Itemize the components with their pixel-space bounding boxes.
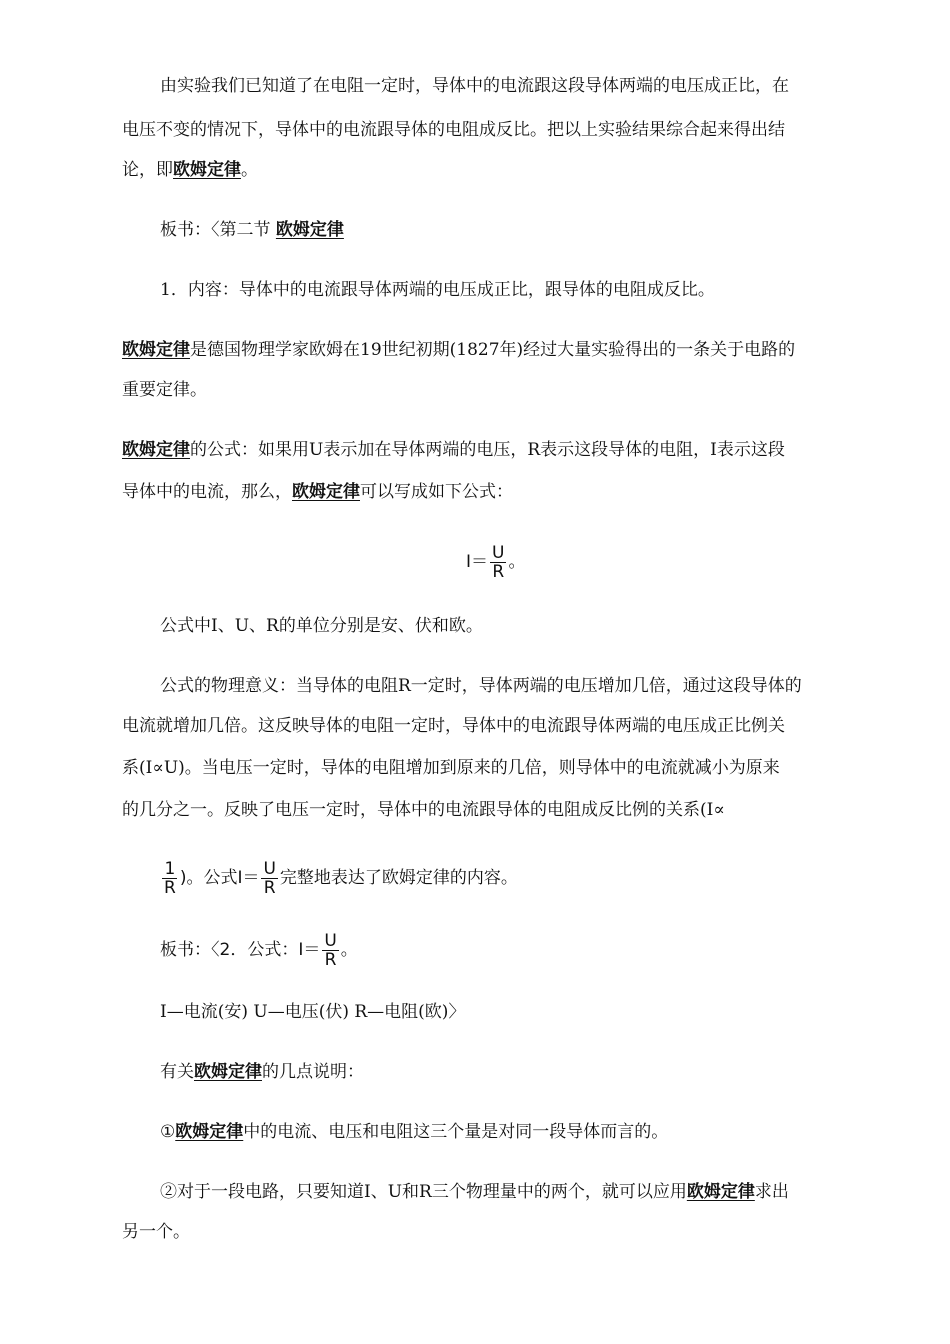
fraction (162, 860, 178, 897)
denominator: R (324, 949, 337, 970)
ohms-law-term: 欧姆定律 (173, 160, 241, 180)
text: ① (160, 1122, 176, 1142)
para2-line2: 重要定律。 (122, 380, 207, 400)
ohms-law-term: 欧姆定律 (122, 440, 190, 460)
para4-line4: 的几分之一。反映了电压一定时，导体中的电流跟导体的电阻成反比例的关系(I∝ (122, 800, 725, 820)
text: 论，即 (122, 160, 173, 180)
note-2-line2: 另一个。 (122, 1222, 190, 1242)
note-2-line1 (160, 1180, 789, 1204)
text: 的几点说明： (262, 1062, 364, 1082)
text: 板书：〈2．公式：I＝ (160, 940, 321, 960)
text: 完整地表达了欧姆定律的内容。 (279, 868, 518, 888)
text: 可以写成如下公式： (360, 482, 513, 502)
variable-legend: I—电流(安) U—电压(伏) R—电阻(欧)〉 (160, 1002, 466, 1022)
text: 有关 (160, 1062, 194, 1082)
blackboard-heading (160, 218, 344, 242)
ohms-law-term: 欧姆定律 (175, 1122, 244, 1142)
note-1 (160, 1120, 668, 1144)
numerator: U (492, 542, 505, 563)
fraction (322, 932, 338, 969)
text: 中的电流、电压和电阻这三个量是对同一段导体而言的。 (243, 1122, 669, 1142)
ohms-law-formula (466, 540, 525, 584)
para3-line1 (122, 438, 785, 462)
denominator: R (492, 561, 505, 582)
para3-line2 (122, 480, 513, 504)
text: 是德国物理学家欧姆在19世纪初期(1827年)经过大量实验得出的一条关于电路的 (190, 340, 796, 360)
para2-line1 (122, 338, 795, 362)
para4-line3: 系(I∝U)。当电压一定时，导体的电阻增加到原来的几倍，则导体中的电流就减小为原来 (122, 758, 780, 778)
fraction (490, 544, 506, 581)
formula-lhs: I＝ (466, 552, 489, 572)
units-line: 公式中I、U、R的单位分别是安、伏和欧。 (160, 616, 483, 636)
notes-heading (160, 1060, 364, 1084)
content-definition: 1．内容：导体中的电流跟导体两端的电压成正比，跟导体的电阻成反比。 (160, 280, 715, 300)
text: ②对于一段电路，只要知道I、U和R三个物理量中的两个，就可以应用 (160, 1182, 687, 1202)
ohms-law-term: 欧姆定律 (122, 340, 190, 360)
ohms-law-term: 欧姆定律 (275, 220, 344, 240)
formula-end: 。 (508, 552, 526, 572)
para4-line2: 电流就增加几倍。这反映导体的电阻一定时，导体中的电流跟导体两端的电压成正比例关 (122, 716, 785, 736)
para4-line1: 公式的物理意义：当导体的电阻R一定时，导体两端的电压增加几倍，通过这段导体的 (160, 676, 802, 696)
ohms-law-term: 欧姆定律 (292, 482, 360, 502)
para1-line3 (122, 158, 258, 182)
text: 。 (241, 160, 258, 180)
text: 导体中的电流，那么， (122, 482, 292, 502)
para1-line2: 电压不变的情况下，导体中的电流跟导体的电阻成反比。把以上实验结果综合起来得出结 (122, 120, 785, 140)
text: 板书：〈第二节 (160, 220, 276, 240)
denominator: R (263, 877, 276, 898)
para5-line (160, 856, 518, 900)
denominator: R (164, 877, 176, 898)
text: 求出 (754, 1182, 789, 1202)
text: )。公式I＝ (179, 868, 260, 888)
numerator: U (263, 858, 276, 879)
fraction (261, 860, 277, 897)
ohms-law-term: 欧姆定律 (686, 1182, 755, 1202)
ohms-law-term: 欧姆定律 (194, 1062, 262, 1082)
blackboard-formula (160, 928, 358, 972)
numerator: U (324, 930, 337, 951)
text: 的公式：如果用U表示加在导体两端的电压，R表示这段导体的电阻，I表示这段 (190, 440, 785, 460)
text: 。 (340, 940, 358, 960)
numerator: 1 (164, 858, 176, 879)
para1-line1: 由实验我们已知道了在电阻一定时，导体中的电流跟这段导体两端的电压成正比，在 (160, 76, 789, 96)
